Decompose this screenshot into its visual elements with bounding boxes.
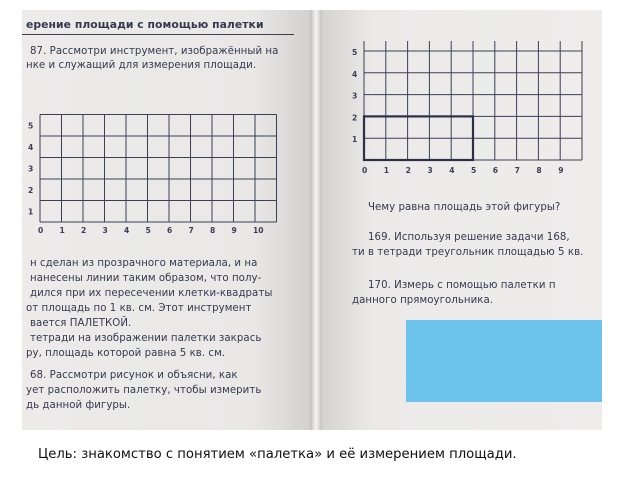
right-page (322, 10, 602, 430)
palette-y-tick: 3 (28, 164, 34, 174)
grid-x-tick: 7 (514, 166, 520, 175)
grid-x-tick: 4 (449, 166, 455, 175)
blue-rectangle (406, 320, 602, 402)
task-168-line-2: ует расположить палетку, чтобы измерить (26, 385, 262, 396)
text-line-3: дился при их пересечении клетки-квадраты (30, 288, 273, 299)
task-170-line-1: 170. Измерь с помощью палетки п (368, 280, 556, 291)
palette-x-tick: 7 (188, 226, 194, 235)
text-line-6: тетради на изображении палетки закрась (30, 333, 262, 344)
palette-x-tick: 5 (145, 226, 151, 235)
palette-x-tick: 0 (38, 226, 44, 235)
left-page (22, 10, 310, 430)
text-line-2: нанесены линии таким образом, что полу- (30, 273, 262, 284)
book-gutter (310, 10, 322, 430)
question-line: Чему равна площадь этой фигуры? (368, 202, 561, 213)
palette-x-tick: 8 (210, 226, 216, 235)
grid-x-tick: 8 (536, 166, 542, 175)
task-167-line-2: нке и служащий для измерения площади. (26, 60, 257, 71)
grid-y-tick: 1 (352, 135, 358, 145)
text-line-4: от площадь по 1 кв. см. Этот инструмент (26, 303, 252, 314)
palette-x-tick: 10 (253, 226, 264, 235)
goal-caption: Цель: знакомство с понятием «палетка» и её измерением площади. (38, 447, 517, 462)
palette-x-tick: 6 (167, 226, 173, 235)
square-grid (348, 38, 598, 188)
palette-y-tick: 2 (28, 186, 34, 195)
grid-y-tick: 5 (352, 48, 358, 57)
task-169-line-1: 169. Используя решение задачи 168, (368, 232, 570, 243)
task-170-line-2: данного прямоугольника. (352, 295, 494, 306)
grid-x-tick: 1 (383, 166, 390, 175)
palette-y-tick: 4 (28, 143, 34, 152)
palette-y-tick: 1 (28, 207, 34, 217)
palette-x-tick: 3 (102, 226, 108, 235)
task-169-line-2: ти в тетради треугольник площадью 5 кв. (352, 247, 584, 258)
task-168-line-3: дь данной фигуры. (26, 400, 131, 411)
palette-x-tick: 2 (81, 226, 87, 235)
section-header: ерение площади с помощью палетки (26, 18, 264, 31)
task-168-line-1: 68. Рассмотри рисунок и объясни, как (30, 370, 238, 381)
grid-x-tick: 2 (405, 166, 411, 175)
palette-x-tick: 4 (124, 226, 130, 235)
grid-y-tick: 3 (352, 91, 358, 101)
grid-x-tick: 9 (558, 166, 564, 175)
task-167-line-1: 87. Рассмотри инструмент, изображённый на (30, 46, 279, 57)
grid-y-tick: 2 (352, 113, 358, 123)
header-rule (22, 34, 294, 35)
textbook-spread (22, 10, 602, 430)
palette-x-tick: 1 (59, 226, 65, 235)
text-line-1: н сделан из прозрачного материала, и на (30, 258, 258, 269)
text-line-5: вается ПАЛЕТКОЙ. (30, 318, 132, 329)
grid-x-tick: 3 (427, 166, 433, 175)
palette-y-tick: 5 (28, 121, 34, 131)
grid-y-tick: 4 (352, 69, 358, 79)
grid-x-tick: 6 (492, 166, 499, 175)
text-line-7: ру, площадь которой равна 5 кв. см. (26, 348, 226, 359)
palette-grid (26, 102, 296, 240)
grid-x-tick: 0 (362, 166, 368, 175)
palette-x-tick: 9 (231, 226, 237, 235)
grid-x-tick: 5 (471, 166, 477, 175)
